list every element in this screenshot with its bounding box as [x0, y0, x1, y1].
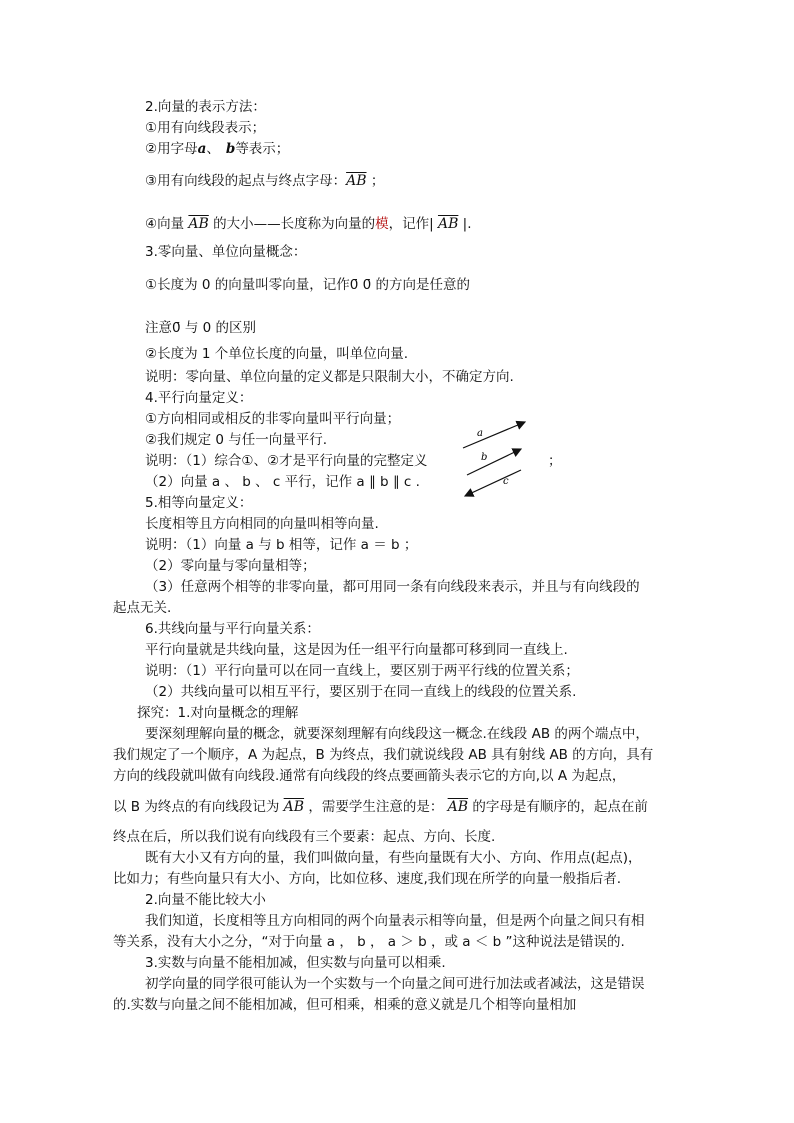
- text-line: （2）共线向量可以相互平行，要区别于在同一直线上的线段的位置关系.: [145, 684, 577, 700]
- text-line: 平行向量就是共线向量，这是因为任一组平行向量都可移到同一直线上.: [145, 642, 568, 658]
- vector-a-arrow: [463, 422, 525, 448]
- section-5-heading: 5.相等向量定义：: [145, 495, 253, 511]
- text-line: （2）零向量与零向量相等；: [145, 558, 316, 574]
- text-line: 长度相等且方向相同的向量叫相等向量.: [145, 516, 379, 532]
- text-line: 的.实数与向量之间不能相加减，但可相乘，相乘的意义就是几个相等向量相加: [113, 997, 577, 1013]
- vector-a-label: a: [477, 428, 483, 439]
- text-line: 起点无关.: [113, 600, 172, 616]
- text-line: 说明：（1）综合①、②才是平行向量的完整定义: [145, 453, 428, 469]
- text-line: 等关系，没有大小之分，“对于向量 a ， b ， a ＞ b ，或 a ＜ b ”这种说法是错误的.: [113, 934, 625, 950]
- explore-heading: 探究：1.对向量概念的理解: [137, 705, 299, 721]
- text-line: 以 B 为终点的有向线段记为 $\overline{AB}$ ，需要学生注意的是： $\overline{AB}$ 的字母是有顺序的，起点在前: [113, 799, 648, 815]
- text-line: 方向的线段就叫做有向线段.通常有向线段的终点要画箭头表示它的方向,以 A 为起点，: [113, 768, 626, 784]
- text-line: ②长度为 1 个单位长度的向量，叫单位向量.: [145, 346, 409, 362]
- text-line: ①长度为 0 的向量叫零向量，记作0̄ 0̄ 的方向是任意的: [145, 277, 471, 293]
- text-line: ④向量 $\overline{AB}$ 的大小——长度称为向量的模，记作| $\overline{AB}$ |.: [145, 216, 472, 232]
- text-line: 终点在后，所以我们说有向线段有三个要素：起点、方向、长度.: [113, 829, 496, 845]
- text-line: ①方向相同或相反的非零向量叫平行向量；: [145, 411, 401, 427]
- text-line: 说明：零向量、单位向量的定义都是只限制大小，不确定方向.: [145, 369, 514, 385]
- text-line: ；: [548, 453, 562, 469]
- text-line: 注意0̄ 与 0 的区别: [145, 320, 257, 336]
- text-line: ③用有向线段的起点与终点字母：$\overline{AB}$ ；: [145, 173, 385, 189]
- text-line: 既有大小又有方向的量，我们叫做向量，有些向量既有大小、方向、作用点(起点)，: [145, 850, 642, 866]
- text-line: 比如力；有些向量只有大小、方向，比如位移、速度,我们现在所学的向量一般指后者.: [113, 871, 622, 887]
- vector-b-label: b: [481, 452, 488, 463]
- subheading: 2.向量不能比较大小: [145, 892, 266, 908]
- vector-b-arrow: [467, 449, 521, 475]
- vector-c-arrow: [465, 470, 521, 496]
- text-line: 要深刻理解向量的概念，就要深刻理解有向线段这一概念.在线段 AB 的两个端点中，: [145, 726, 649, 742]
- text-line: ②我们规定 0 与任一向量平行.: [145, 432, 328, 448]
- parallel-vectors-figure: [455, 418, 535, 500]
- text-line: 说明：（1）向量 a 与 b 相等，记作 a ＝ b ；: [145, 537, 418, 553]
- text-line: ②用字母a、 b等表示；: [145, 141, 290, 157]
- text-line: （2）向量 a 、 b 、 c 平行，记作 a ∥ b ∥ c .: [145, 474, 420, 490]
- section-2-heading: 2.向量的表示方法：: [145, 99, 266, 115]
- section-4-heading: 4.平行向量定义：: [145, 390, 253, 406]
- text-line: 说明：（1）平行向量可以在同一直线上，要区别于两平行线的位置关系；: [145, 663, 579, 679]
- vector-c-label: c: [503, 476, 509, 487]
- text-line: （3）任意两个相等的非零向量，都可用同一条有向线段来表示，并且与有向线段的: [145, 579, 640, 595]
- text-line: ①用有向线段表示；: [145, 120, 266, 136]
- text-line: 初学向量的同学很可能认为一个实数与一个向量之间可进行加法或者减法，这是错误: [145, 976, 645, 992]
- section-3-heading: 3.零向量、单位向量概念：: [145, 244, 307, 260]
- text-line: 我们规定了一个顺序，A 为起点，B 为终点，我们就说线段 AB 具有射线 AB 的方向，具有: [113, 747, 654, 763]
- subheading: 3.实数与向量不能相加减，但实数与向量可以相乘.: [145, 955, 446, 971]
- section-6-heading: 6.共线向量与平行向量关系：: [145, 621, 320, 637]
- text-line: 我们知道，长度相等且方向相同的两个向量表示相等向量，但是两个向量之间只有相: [145, 913, 645, 929]
